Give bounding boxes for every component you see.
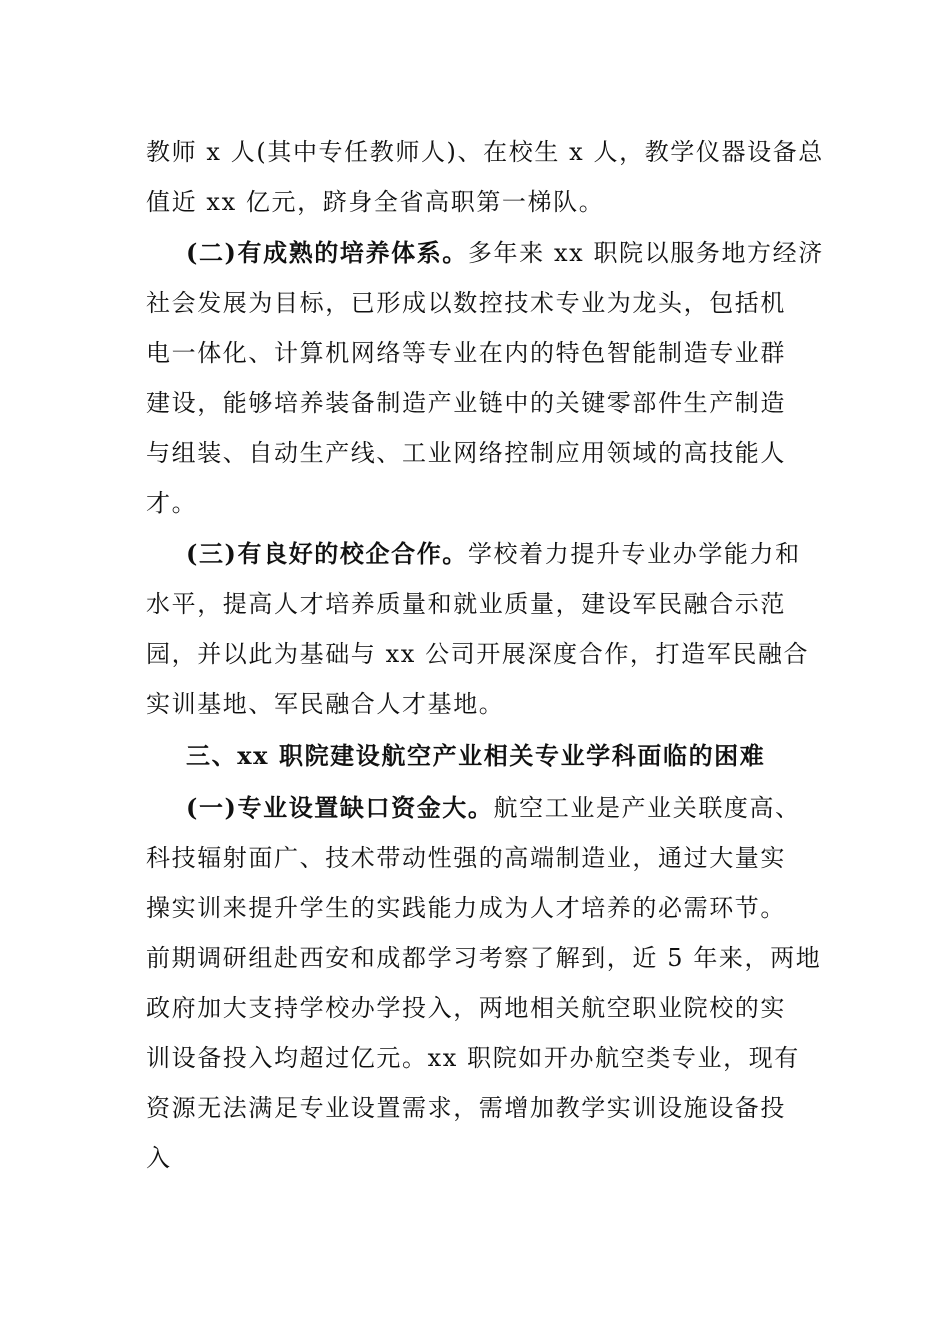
section-three-line-3: 园，并以此为基础与 xx 公司开展深度合作，打造军民融合 [146, 640, 810, 668]
section-three-line-2: 水平，提高人才培养质量和就业质量，建设军民融合示范 [146, 590, 786, 618]
section-two-line-1-text: 多年来 xx 职院以服务地方经济 [467, 239, 824, 267]
section-two-line-4: 建设，能够培养装备制造产业链中的关键零部件生产制造 [146, 389, 786, 417]
difficulty-one-line-4: 前期调研组赴西安和成都学习考察了解到，近 5 年来，两地 [146, 944, 822, 972]
intro-line-1: 教师 x 人(其中专任教师人)、在校生 x 人，教学仪器设备总 [146, 138, 824, 166]
difficulty-one-line-5: 政府加大支持学校办学投入，两地相关航空职业院校的实 [146, 994, 786, 1022]
part-three-title: 三、xx 职院建设航空产业相关专业学科面临的困难 [186, 741, 766, 770]
difficulty-one-line-1 [186, 788, 856, 828]
section-three-line-1-text: 学校着力提升专业办学能力和 [467, 540, 801, 568]
section-two-line-1 [186, 233, 856, 273]
difficulty-one-line-2: 科技辐射面广、技术带动性强的高端制造业，通过大量实 [146, 844, 786, 872]
section-two-heading: (二)有成熟的培养体系。 [186, 238, 468, 267]
section-two-line-3: 电一体化、计算机网络等专业在内的特色智能制造专业群 [146, 339, 786, 367]
section-two-line-2: 社会发展为目标，已形成以数控技术专业为龙头，包括机 [146, 289, 786, 317]
difficulty-one-line-6: 训设备投入均超过亿元。xx 职院如开办航空类专业，现有 [146, 1044, 800, 1072]
difficulty-one-line-1-text: 航空工业是产业关联度高、 [493, 794, 801, 822]
section-two-line-6: 才。 [146, 489, 198, 517]
difficulty-one-line-7: 资源无法满足专业设置需求，需增加教学实训设施设备投 [146, 1094, 786, 1122]
section-three-line-1 [186, 534, 856, 574]
section-three-heading: (三)有良好的校企合作。 [186, 539, 468, 568]
difficulty-one-line-3: 操实训来提升学生的实践能力成为人才培养的必需环节。 [146, 894, 786, 922]
difficulty-one-line-8: 入 [146, 1144, 172, 1172]
difficulty-one-heading: (一)专业设置缺口资金大。 [186, 793, 494, 822]
section-two-line-5: 与组装、自动生产线、工业网络控制应用领域的高技能人 [146, 439, 786, 467]
section-three-line-4: 实训基地、军民融合人才基地。 [146, 690, 505, 718]
intro-line-2: 值近 xx 亿元，跻身全省高职第一梯队。 [146, 188, 605, 216]
